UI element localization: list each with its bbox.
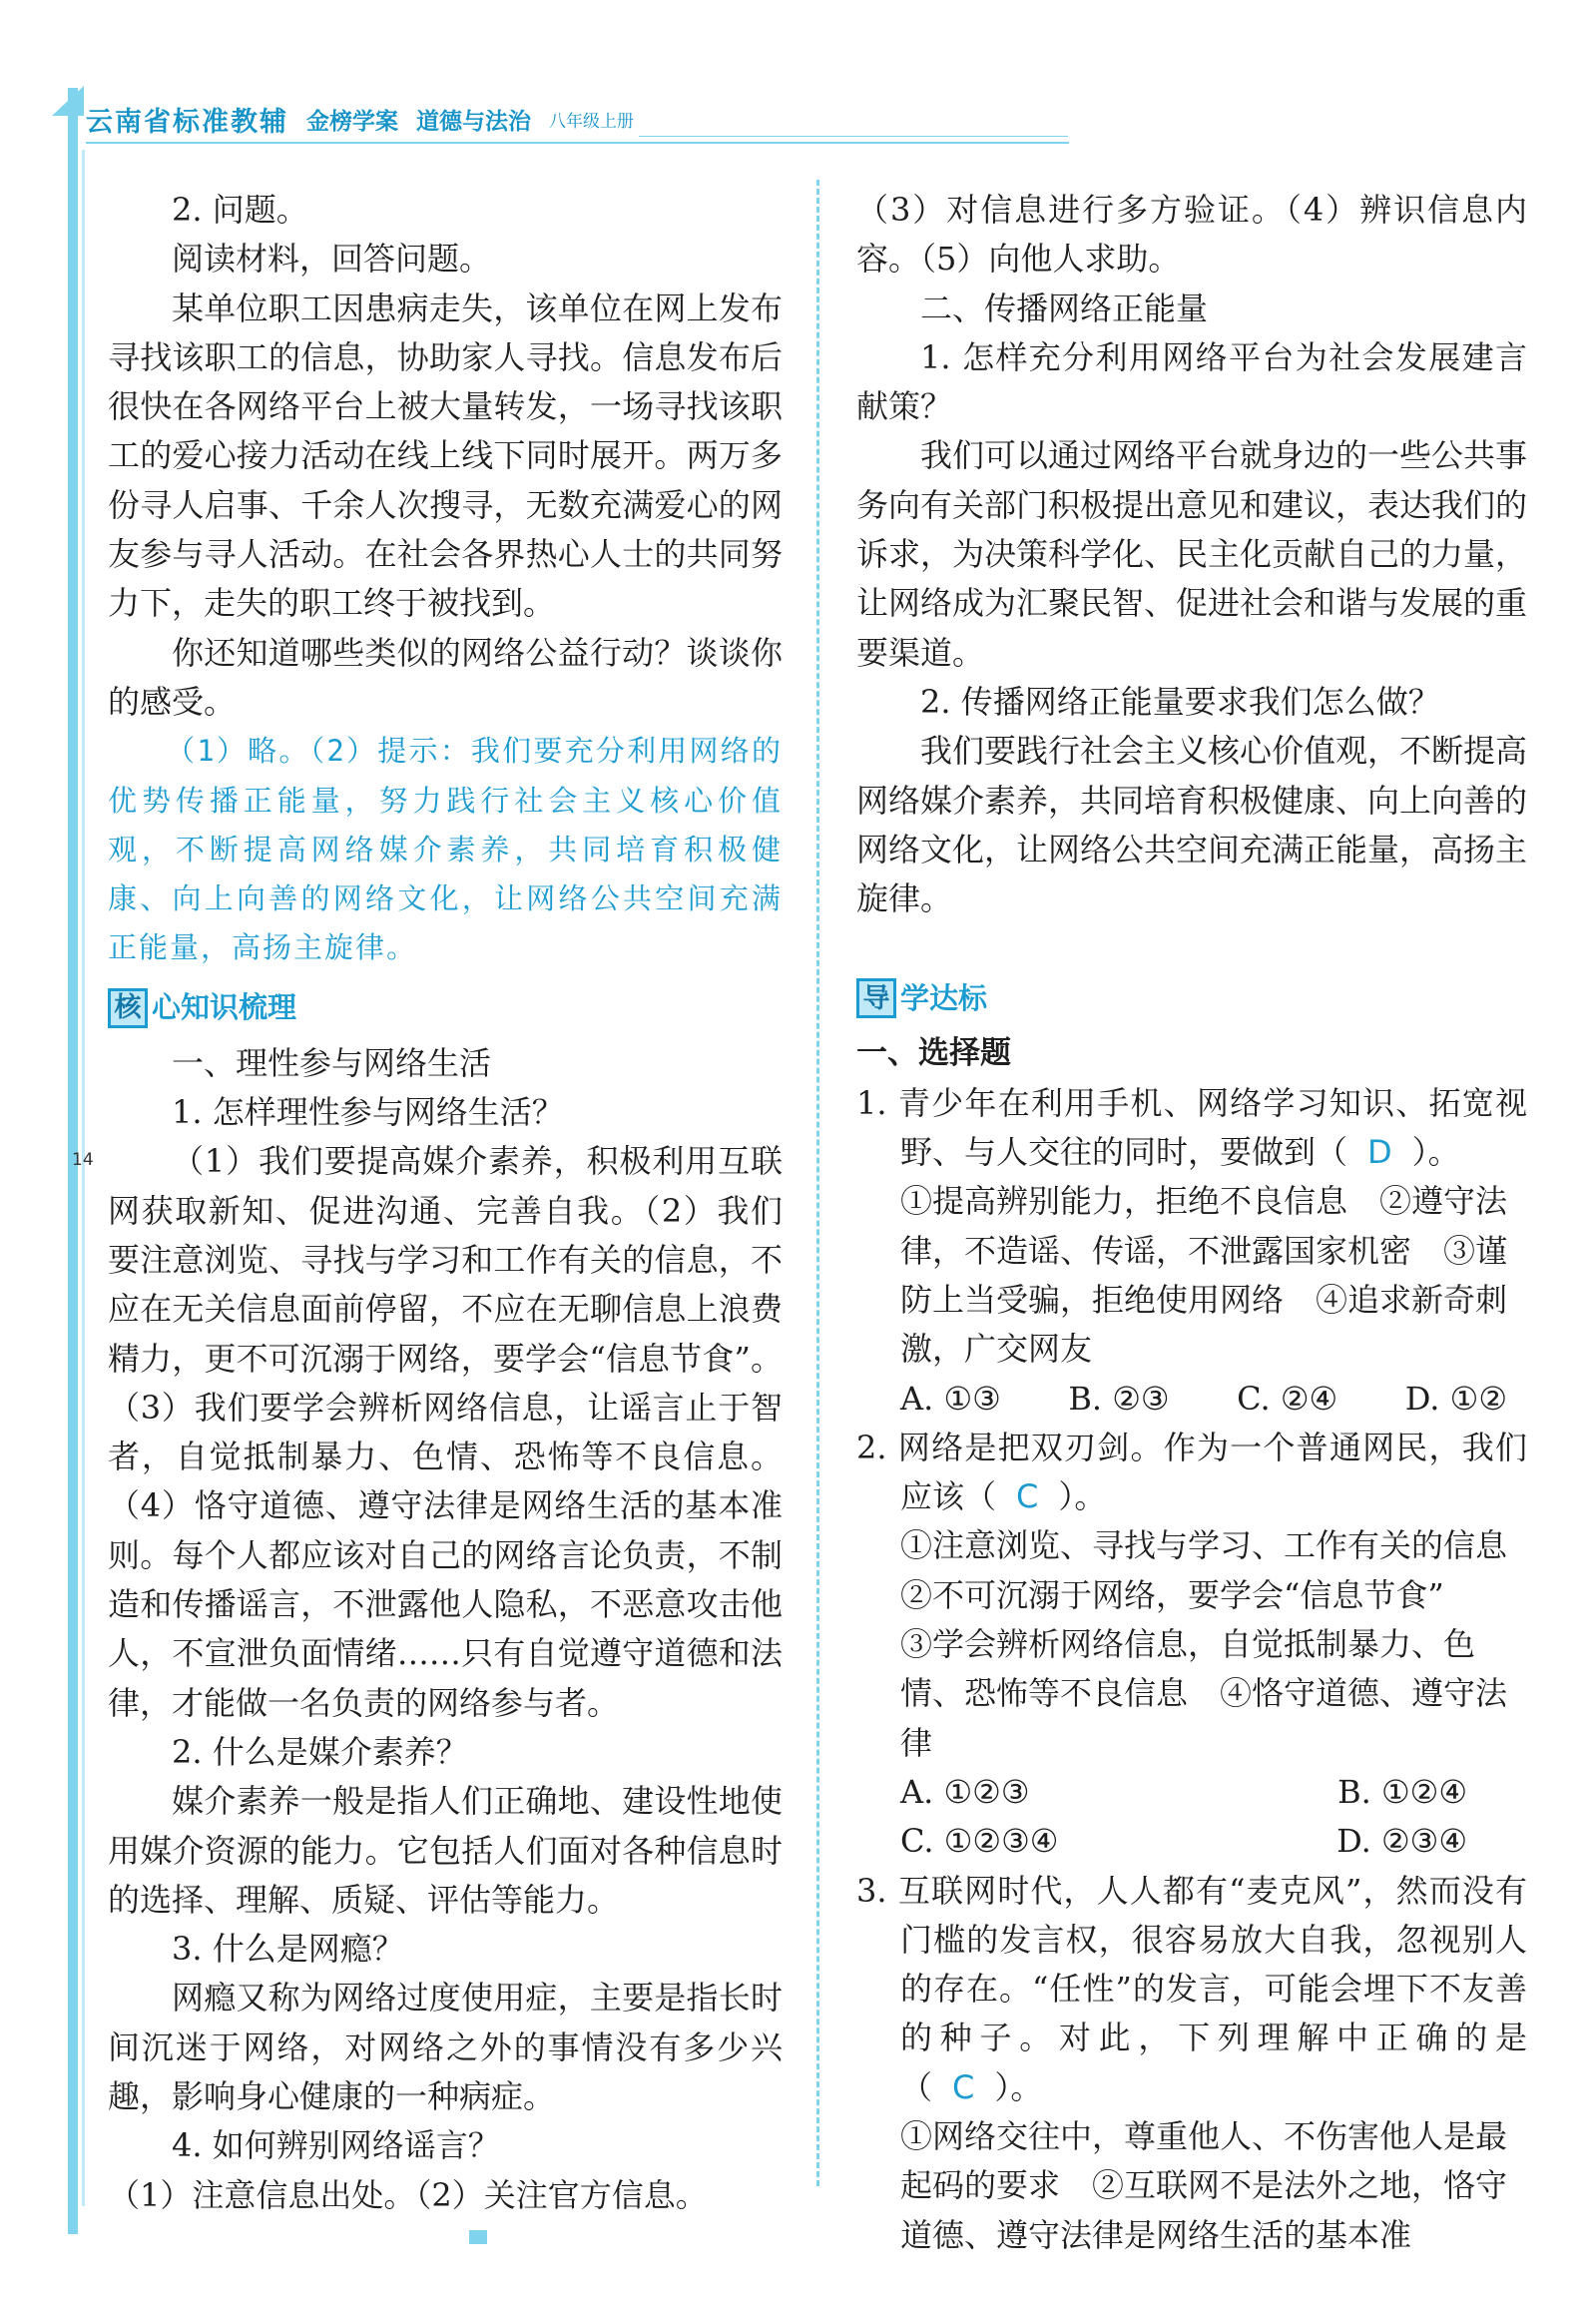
header-series: 云南省标准教辅 bbox=[86, 106, 288, 138]
page-number: 14 bbox=[72, 1150, 94, 1170]
question-2-statement-3: ③学会辨析网络信息，自觉抵制暴力、色情、恐怖等不良信息 ④恪守道德、遵守法律 bbox=[900, 1625, 1508, 1762]
margin-bar-inner bbox=[82, 150, 85, 2206]
choice-question-1 bbox=[856, 1079, 1527, 1178]
left-column bbox=[108, 186, 783, 2220]
question-3-statements: ①网络交往中，尊重他人、不伤害他人是最起码的要求 ②互联网不是法外之地，恪守道德、遵守法律是网络生活的基本准 bbox=[900, 2116, 1508, 2254]
choice-question-2 bbox=[856, 1424, 1527, 1522]
knowledge-r-a1: 我们可以通过网络平台就身边的一些公共事务向有关部门积极提出意见和建议，表达我们的诉求，为决策科学化、民主化贡献自己的力量，让网络成为汇聚民智、促进社会和谐与发展的重要渠道。 bbox=[856, 436, 1528, 672]
knowledge-r-q1: 1. 怎样充分利用网络平台为社会发展建言献策？ bbox=[856, 337, 1527, 426]
option-d[interactable]: D. ②③④ bbox=[1336, 1822, 1467, 1861]
question-2-options-row2 bbox=[856, 1817, 1527, 1866]
knowledge-a2: 媒介素养一般是指人们正确地、建设性地使用媒介资源的能力。它包括人们面对各种信息时的选择、理解、质疑、评估等能力。 bbox=[108, 1782, 783, 1919]
material-question: 你还知道哪些类似的网络公益行动？谈谈你的感受。 bbox=[108, 633, 783, 721]
heading-positive-energy: 二、传播网络正能量 bbox=[920, 289, 1209, 327]
header-grade: 八年级上册 bbox=[549, 111, 634, 132]
question-stem: 1. 青少年在利用手机、网络学习知识、拓宽视野、与人交往的同时，要做到（ bbox=[856, 1083, 1527, 1172]
knowledge-a4-part1: （1）注意信息出处。（2）关注官方信息。 bbox=[108, 2175, 708, 2214]
question-stem: 2. 网络是把双刃剑。作为一个普通网民，我们应该（ bbox=[856, 1428, 1527, 1516]
choice-question-3 bbox=[856, 1867, 1527, 2112]
question-stem-end: ）。 bbox=[1411, 1133, 1460, 1172]
option-b[interactable]: B. ②③ bbox=[1068, 1379, 1170, 1418]
spacer bbox=[856, 923, 1527, 963]
material-answer: （1）略。（2）提示：我们要充分利用网络的优势传播正能量，努力践行社会主义核心价值观，不断提高网络媒介素养，共同培育积极健康、向上向善的网络文化，让网络公共空间充满正能量，高扬主旋律。 bbox=[108, 734, 783, 965]
question-2-statement-1: ①注意浏览、寻找与学习、工作有关的信息 bbox=[900, 1526, 1508, 1565]
option-a[interactable]: A. ①③ bbox=[900, 1379, 1001, 1418]
option-c[interactable]: C. ①②③④ bbox=[900, 1822, 1059, 1861]
right-column bbox=[856, 186, 1527, 2260]
knowledge-a1: （1）我们要提高媒介素养，积极利用互联网获取新知、促进沟通、完善自我。（2）我们要注意浏览、寻找与学习和工作有关的信息，不应在无关信息面前停留，不应在无聊信息上浪费精力，更不可沉溺于网络，要学会“信息节食”。（3）我们要学会辨析网络信息，让谣言止于智者，自觉抵制暴力、色情、恐怖等不良信息。（4）恪守道德、遵守法律是网络生活的基本准则。每个人都应该对自己的网络言论负责，不制造和传播谣言，不泄露他人隐私，不恶意攻击他人，不宣泄负面情绪……只有自觉遵守道德和法律，才能做一名负责的网络参与者。 bbox=[108, 1142, 783, 1722]
bottom-marker bbox=[469, 2230, 487, 2244]
question-stem: 3. 互联网时代，人人都有“麦克风”，然而没有门槛的发言权，很容易放大自我，忽视别人的存在。“任性”的发言，可能会埋下不友善的种子。对此，下列理解中正确的是（ bbox=[856, 1871, 1527, 2106]
option-c[interactable]: C. ②④ bbox=[1237, 1379, 1338, 1418]
header-rule-thin bbox=[639, 136, 1068, 137]
question-1-options bbox=[856, 1375, 1527, 1424]
knowledge-q4: 4. 如何辨别网络谣言？ bbox=[172, 2126, 500, 2165]
section-title: 心知识梳理 bbox=[152, 990, 297, 1025]
knowledge-a3: 网瘾又称为网络过度使用症，主要是指长时间沉迷于网络，对网络之外的事情没有多少兴趣，影响身心健康的一种病症。 bbox=[108, 1979, 783, 2115]
option-d[interactable]: D. ①② bbox=[1404, 1379, 1507, 1418]
question-stem-end: ）。 bbox=[994, 2067, 1043, 2106]
knowledge-q1: 1. 怎样理性参与网络生活？ bbox=[172, 1093, 564, 1132]
answer-blank[interactable]: D bbox=[1367, 1133, 1392, 1172]
choice-questions-heading: 一、选择题 bbox=[856, 1035, 1011, 1072]
knowledge-r-q2: 2. 传播网络正能量要求我们怎么做？ bbox=[920, 682, 1440, 721]
section-title: 学达标 bbox=[900, 980, 988, 1015]
section-badge: 核 bbox=[108, 988, 148, 1028]
column-divider bbox=[816, 180, 819, 2186]
option-b[interactable]: B. ①②④ bbox=[1337, 1772, 1467, 1811]
option-a[interactable]: A. ①②③ bbox=[900, 1772, 1030, 1811]
question-stem-end: ）。 bbox=[1058, 1477, 1107, 1516]
knowledge-r-a2: 我们要践行社会主义核心价值观，不断提高网络媒介素养，共同培育积极健康、向上向善的网络文化，让网络公共空间充满正能量，高扬主旋律。 bbox=[856, 732, 1528, 918]
header-rule bbox=[86, 142, 1069, 144]
header-book: 金榜学案 bbox=[306, 108, 398, 135]
question-1-statements: ①提高辨别能力，拒绝不良信息 ②遵守法律，不造谣、传谣，不泄露国家机密 ③谨防上当受骗，拒绝使用网络 ④追求新奇刺激，广交网友 bbox=[900, 1182, 1508, 1369]
answer-blank[interactable]: C bbox=[1016, 1477, 1039, 1516]
knowledge-q2: 2. 什么是媒介素养？ bbox=[172, 1732, 468, 1771]
knowledge-q3: 3. 什么是网瘾？ bbox=[172, 1930, 404, 1969]
reading-instruction: 阅读材料，回答问题。 bbox=[172, 240, 492, 279]
heading-rational-participation: 一、理性参与网络生活 bbox=[172, 1043, 492, 1082]
section-core-knowledge bbox=[108, 979, 783, 1037]
header-subject: 道德与法治 bbox=[416, 108, 531, 135]
question-2-statement-2: ②不可沉溺于网络，要学会“信息节食” bbox=[900, 1575, 1444, 1614]
section-study-standards bbox=[856, 969, 1527, 1027]
knowledge-a4-part2: （3）对信息进行多方验证。（4）辨识信息内容。（5）向他人求助。 bbox=[856, 191, 1527, 279]
question-2-title: 2. 问题。 bbox=[172, 191, 308, 229]
question-2-options-row1 bbox=[856, 1768, 1527, 1817]
answer-blank[interactable]: C bbox=[952, 2067, 975, 2106]
section-badge: 导 bbox=[856, 978, 896, 1018]
reading-material: 某单位职工因患病走失，该单位在网上发布寻找该职工的信息，协助家人寻找。信息发布后很快在各网络平台上被大量转发，一场寻找该职工的爱心接力活动在线上线下同时展开。两万多份寻人启事、千余人次搜寻，无数充满爱心的网友参与寻人活动。在社会各界热心人士的共同努力下，走失的职工终于被找到。 bbox=[108, 289, 783, 623]
